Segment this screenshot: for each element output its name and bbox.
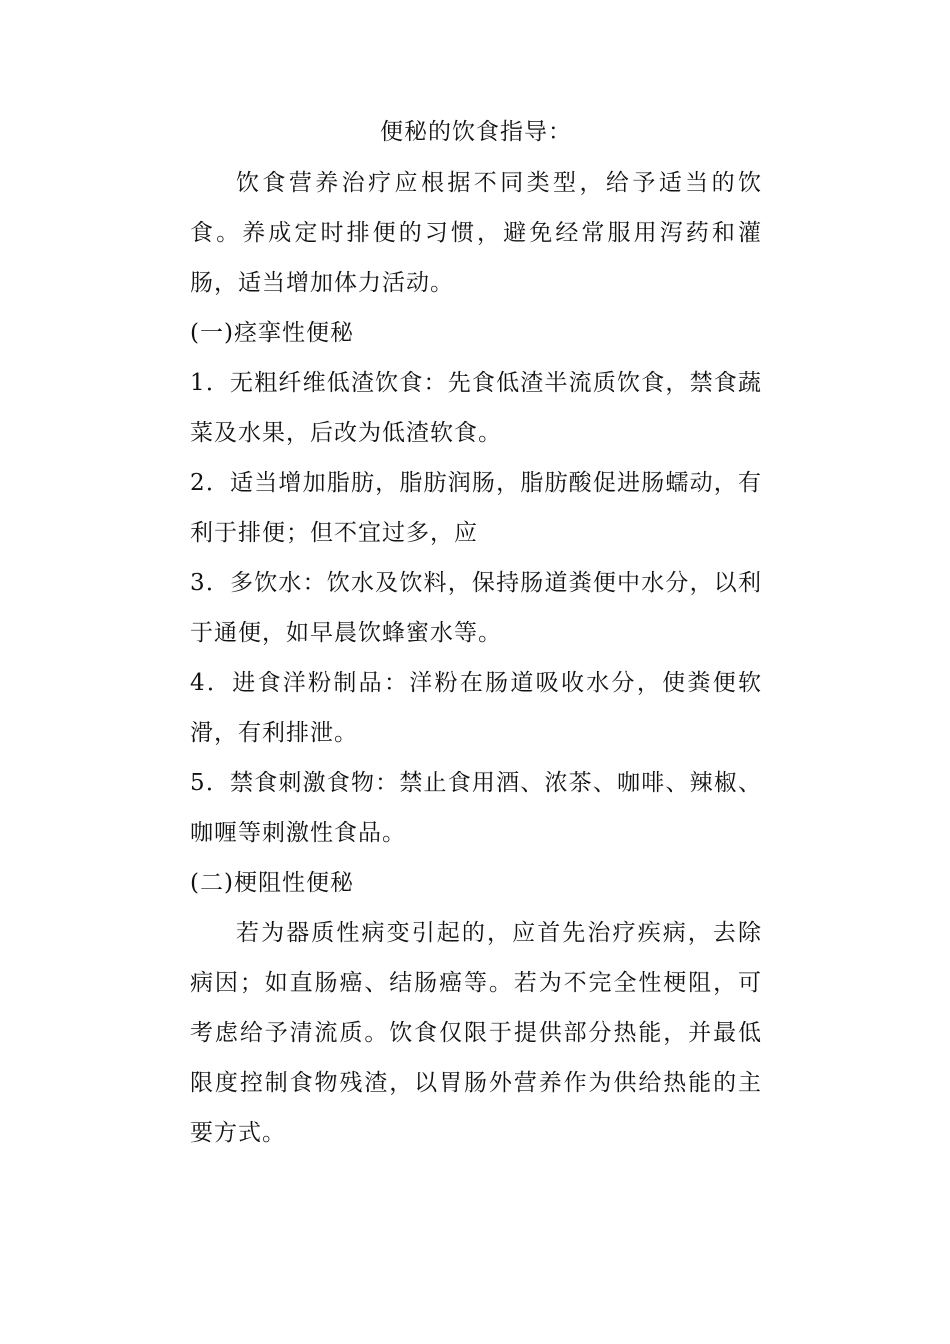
list-item: 1．无粗纤维低渣饮食：先食低渣半流质饮食，禁食蔬菜及水果，后改为低渣软食。: [190, 370, 762, 446]
list-item: 4．进食洋粉制品：洋粉在肠道吸收水分，使粪便软滑，有利排泄。: [190, 670, 762, 746]
list-item: 3．多饮水：饮水及饮料，保持肠道粪便中水分，以利于通便，如早晨饮蜂蜜水等。: [190, 570, 762, 646]
document-title: 便秘的饮食指导：: [380, 119, 572, 145]
document-page: [190, 112, 762, 1158]
intro-paragraph: 饮食营养治疗应根据不同类型，给予适当的饮食。养成定时排便的习惯，避免经常服用泻药和灌肠，适当增加体力活动。: [190, 170, 762, 296]
obstructive-paragraph: 若为器质性病变引起的，应首先治疗疾病，去除病因；如直肠癌、结肠癌等。若为不完全性梗阻，可考虑给予清流质。饮食仅限于提供部分热能，并最低限度控制食物残渣，以胃肠外营养作为供给热能的主要方式。: [190, 920, 762, 1146]
list-item: 2．适当增加脂肪，脂肪润肠，脂肪酸促进肠蠕动，有利于排便；但不宜过多，应: [190, 470, 762, 546]
section-heading-spastic: (一)痉挛性便秘: [190, 320, 354, 346]
list-item: 5．禁食刺激食物：禁止食用酒、浓茶、咖啡、辣椒、咖喱等刺激性食品。: [190, 770, 762, 846]
section-heading-obstructive: (二)梗阻性便秘: [190, 870, 354, 896]
